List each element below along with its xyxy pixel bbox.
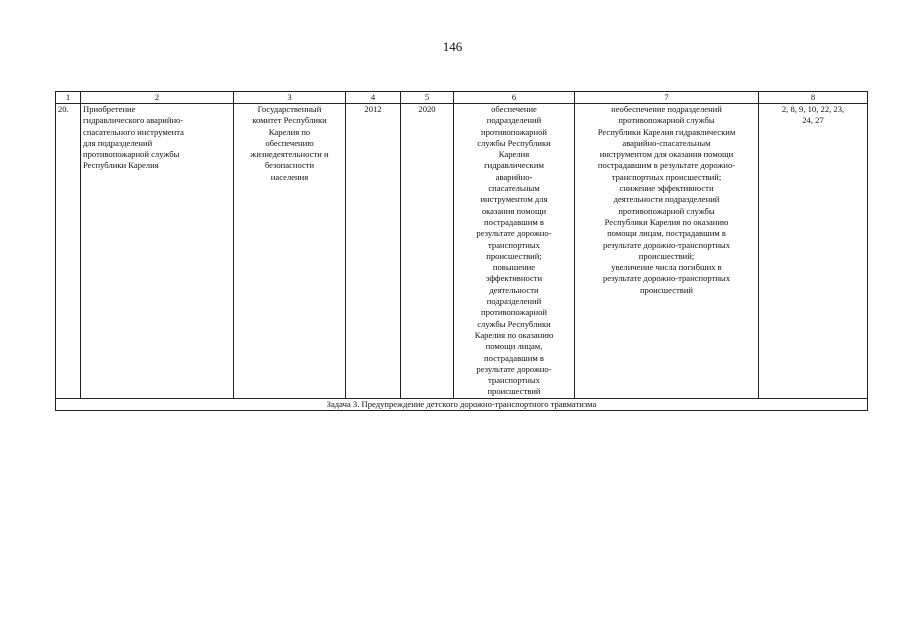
end-year: 2020 [418,104,436,114]
program-measures-table [55,91,868,411]
indicators-text: 2, 8, 9, 10, 22, 23, 24, 27 [781,104,845,126]
column-number-1: 1 [56,92,81,104]
table-row [56,104,868,399]
column-number-row [56,92,868,104]
indicators-cell [759,104,868,399]
start-year: 2012 [364,104,382,114]
measure-text: Приобретение гидравлического аварийно- спасательного инструмента для подразделений противопожарной службы Республики Карелия [83,104,184,171]
column-number-8: 8 [759,92,868,104]
column-number-2: 2 [81,92,234,104]
row-number: 20. [58,104,69,114]
task-heading: Задача 3. Предупреждение детского дорожно-транспортного травматизма [56,398,868,410]
row-number-cell [56,104,81,399]
executor-cell [234,104,346,399]
column-number-7: 7 [575,92,759,104]
expected-result-cell [454,104,575,399]
measure-cell [81,104,234,399]
column-number-6: 6 [454,92,575,104]
expected-result-text: обеспечение подразделений противопожарной службы Республики Карелия гидравлическим аварийно- спасательным инструментом для оказания помощи пострадавшим в результате дорожно- транспортных происшествий; повышение эффективности деятельности подразделений противопожарной службы Республики Карелия по оказанию помощи лицам, пострадавшим в результате дорожно- транспортных происшествий [474,104,554,397]
column-number-5: 5 [401,92,454,104]
task-row [56,398,868,410]
start-year-cell [346,104,401,399]
consequences-cell [575,104,759,399]
column-number-3: 3 [234,92,346,104]
executor-text: Государственный комитет Республики Карелия по обеспечению жизнедеятельности и безопасности населения [250,104,329,182]
consequences-text: необеспечение подразделений противопожарной службы Республики Карелия гидравлическим аварийно-спасательным инструментом для оказания помощи пострадавшим в результате дорожно- транспортных происшествий; снижение эффективности деятельности подразделений противопожарной службы Республики Карелия по оказанию помощи лицам, пострадавшим в результате дорожно-транспортных происшествий; увеличение числа погибших в результате дорожно-транспортных происшествий [597,104,736,295]
page-number: 146 [442,39,463,54]
end-year-cell [401,104,454,399]
column-number-4: 4 [346,92,401,104]
